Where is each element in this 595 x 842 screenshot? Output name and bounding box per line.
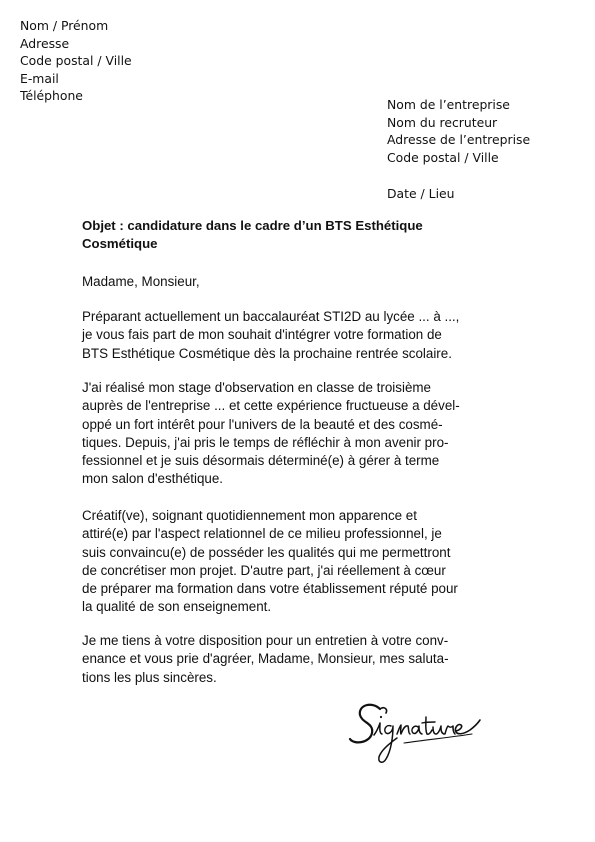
letter-salutation: Madame, Monsieur, — [82, 274, 200, 289]
signature-icon — [344, 693, 494, 778]
sender-address: Adresse — [20, 35, 70, 51]
date-place: Date / Lieu — [387, 186, 455, 201]
recipient-address: Adresse de l’entreprise — [387, 132, 531, 147]
sender-address-block — [20, 17, 132, 105]
sender-phone: Téléphone — [20, 88, 83, 103]
paragraph-line: Créatif(ve), soignant quotidiennement mon apparence et — [82, 508, 417, 523]
letter-paragraph-1 — [82, 308, 522, 363]
recipient-address-block — [387, 96, 530, 166]
paragraph-line: BTS Esthétique Cosmétique dès la prochaine rentrée scolaire. — [82, 345, 452, 361]
sender-name: Nom / Prénom — [20, 18, 109, 33]
letter-subject — [82, 217, 522, 254]
paragraph-line: J'ai réalisé mon stage d'observation en classe de troisième — [82, 380, 431, 395]
letter-paragraph-3 — [82, 507, 522, 617]
recipient-company: Nom de l’entreprise — [387, 97, 510, 112]
paragraph-line: Préparant actuellement un baccalauréat STI2D au lycée ... à ..., — [82, 309, 460, 324]
paragraph-line: suis convaincu(e) de posséder les qualités qui me permettront — [82, 544, 451, 560]
sender-email: E-mail — [20, 70, 59, 86]
letter-paragraph-2 — [82, 379, 522, 489]
paragraph-line: oppé un fort intérêt pour l'univers de la beauté et des cosmé- — [82, 416, 443, 432]
paragraph-line: attiré(e) par l'aspect relationnel de ce milieu professionnel, je — [82, 526, 442, 542]
paragraph-line: auprès de l'entreprise ... et cette expérience fructueuse a dével- — [82, 398, 460, 414]
paragraph-line: tiques. Depuis, j'ai pris le temps de réfléchir à mon avenir pro- — [82, 434, 449, 450]
paragraph-line: Je me tiens à votre disposition pour un entretien à votre conv- — [82, 633, 449, 648]
paragraph-line: la qualité de son enseignement. — [82, 599, 272, 615]
paragraph-line: enance et vous prie d'agréer, Madame, Monsieur, mes saluta- — [82, 651, 449, 667]
subject-line: Cosmétique — [82, 236, 158, 252]
paragraph-line: fessionnel et je suis désormais déterminé(e) à gérer à terme — [82, 453, 440, 469]
paragraph-line: tions les plus sincères. — [82, 669, 217, 685]
paragraph-line: mon salon d'esthétique. — [82, 471, 224, 487]
recipient-postal-city: Code postal / Ville — [387, 149, 499, 165]
sender-postal-city: Code postal / Ville — [20, 53, 132, 68]
paragraph-line: de préparer ma formation dans votre établissement réputé pour — [82, 581, 458, 597]
recipient-recruiter: Nom du recruteur — [387, 114, 498, 130]
paragraph-line: de concrétiser mon projet. D'autre part, j'ai réellement à cœur — [82, 562, 446, 578]
paragraph-line: je vous fais part de mon souhait d'intégrer votre formation de — [82, 327, 442, 343]
letter-paragraph-4 — [82, 632, 522, 687]
subject-line: Objet : candidature dans le cadre d’un BTS Esthétique — [82, 218, 423, 233]
